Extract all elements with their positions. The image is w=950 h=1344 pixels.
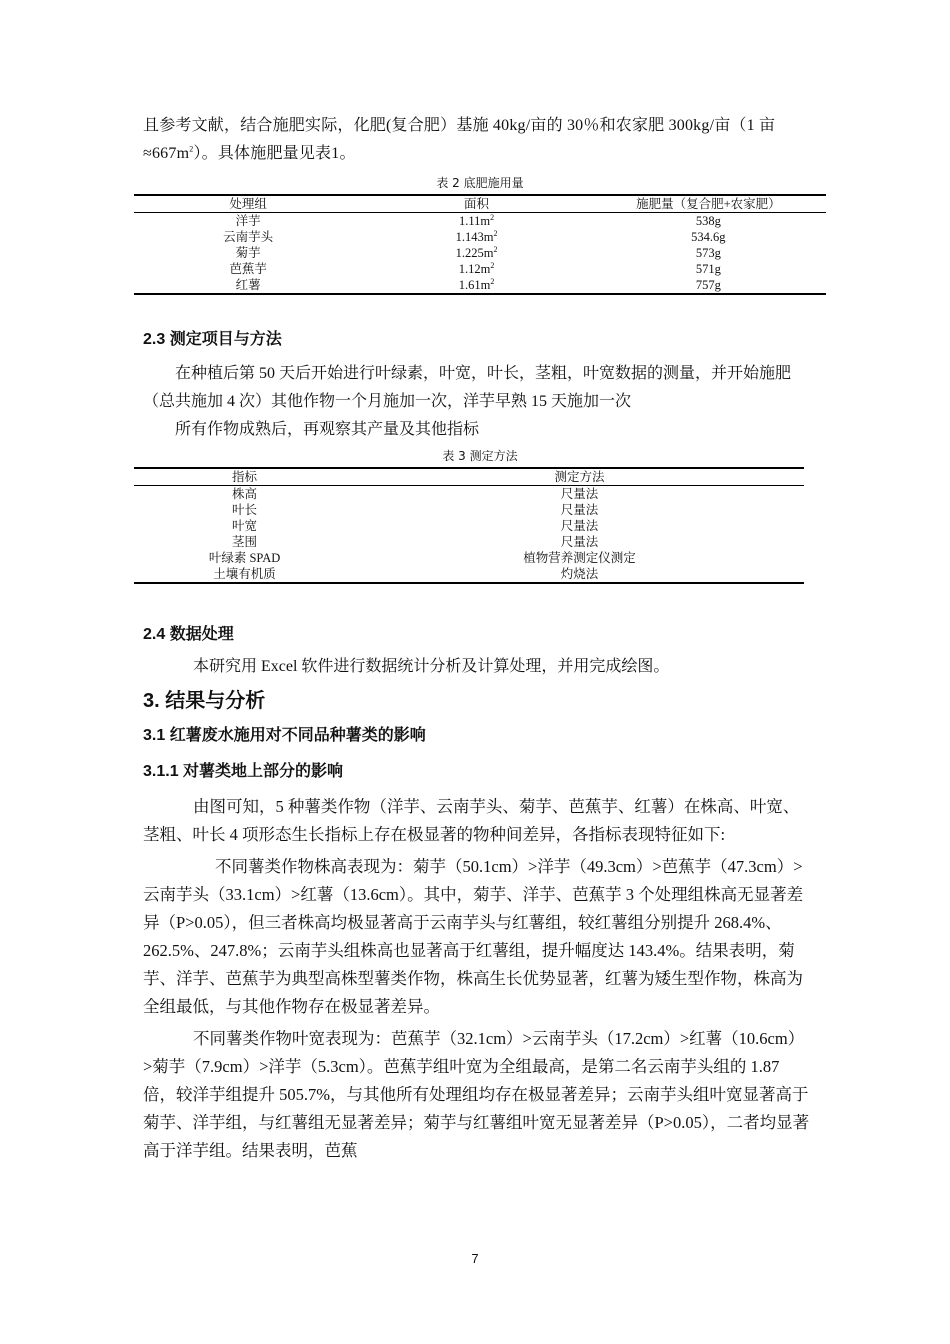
- intro-text-a: 且参考文献，结合施肥实际，化肥(复合肥）基施 40kg/亩的 30％和农家肥 300kg/亩（1 亩≈667m: [143, 117, 776, 162]
- table3-header-index: 指标: [134, 468, 355, 486]
- page-number: 7: [471, 1251, 479, 1266]
- section-3-1-heading: 3.1 红薯废水施用对不同品种薯类的影响: [143, 727, 426, 744]
- section-3-para2: 不同薯类作物株高表现为：菊芋（50.1cm）>洋芋（49.3cm）>芭蕉芋（47.3cm）>云南芋头（33.1cm）>红薯（13.6cm）。其中，菊芋、洋芋、芭蕉芋 3 个处理组株高无显著差异（P>0.05），但三者株高均极显著高于云南芋头与红薯组，较红薯组分别提升 268.4%、262.5%、247.8%；云南芋头组株高也显著高于红薯组，提升幅度达 143.4%。结果表明，菊芋、洋芋、芭蕉芋为典型高株型薯类作物，株高生长优势显著，红薯为矮生型作物，株高为全组最低，与其他作物存在极显著差异。: [143, 857, 804, 1016]
- table3-cell-method: 尺量法: [560, 535, 599, 549]
- table2-header-amount: 施肥量（复合肥+农家肥）: [591, 195, 826, 213]
- table-row: [134, 518, 804, 534]
- table3-cell-index: 叶长: [232, 503, 258, 517]
- table2-cell-amount: 538g: [695, 214, 721, 228]
- table3-cell-index: 叶绿素 SPAD: [208, 551, 281, 565]
- section-3-heading: 3. 结果与分析: [143, 690, 266, 712]
- table3-cell-method: 尺量法: [560, 487, 599, 501]
- table2-cell-group: 红薯: [235, 278, 261, 292]
- table2-cell-group: 菊芋: [235, 246, 261, 260]
- table3-cell-index: 茎围: [232, 535, 258, 549]
- table2-cell-area: $1.11m^2$: [458, 212, 495, 228]
- table-row: [134, 229, 826, 245]
- section-3-para3: 不同薯类作物叶宽表现为：芭蕉芋（32.1cm）>云南芋头（17.2cm）>红薯（10.6cm）>菊芋（7.9cm）>洋芋（5.3cm）。芭蕉芋组叶宽为全组最高，是第二名云南芋头组的 1.87 倍，较洋芋组提升 505.7%，与其他所有处理组均存在极显著差异；云南芋头组叶宽显著高于菊芋、洋芋组，与红薯组无显著差异；菊芋与红薯组叶宽无显著差异（P>0.05），二者均显著高于洋芋组。结果表明，芭蕉: [143, 1029, 810, 1160]
- table2-cell-group: 云南芋头: [223, 230, 274, 244]
- table3: [134, 467, 804, 584]
- table-row: [134, 486, 804, 503]
- table-row: [134, 502, 804, 518]
- table-row: [134, 261, 826, 277]
- section-2-3-para1: 在种植后第 50 天后开始进行叶绿素，叶宽，叶长，茎粗，叶宽数据的测量，并开始施肥（总共施加 4 次）其他作物一个月施加一次，洋芋早熟 15 天施加一次: [143, 365, 792, 410]
- table3-header-row: [134, 468, 804, 486]
- table3-cell-method: 灼烧法: [560, 567, 599, 581]
- table-row: [134, 550, 804, 566]
- table2-header-group: 处理组: [134, 195, 362, 213]
- table2-cell-group: 洋芋: [235, 214, 261, 228]
- section-3-1-1-heading: 3.1.1 对薯类地上部分的影响: [143, 763, 344, 780]
- section-2-3-body: [143, 360, 813, 444]
- section-3-body: [143, 793, 813, 1165]
- table3-cell-method: 尺量法: [560, 503, 599, 517]
- table3-header-method: 测定方法: [355, 468, 804, 486]
- table2-cell-group: 芭蕉芋: [229, 262, 267, 276]
- table2-cell-area: $1.61m^2$: [458, 276, 495, 292]
- section-2-4-heading: 2.4 数据处理: [143, 626, 234, 643]
- intro-sup: 2: [189, 144, 194, 154]
- table3-cell-method: 尺量法: [560, 519, 599, 533]
- table2-cell-area: $1.143m^2$: [455, 228, 498, 244]
- section-2-4-body: [143, 653, 813, 681]
- table2-cell-amount: 534.6g: [691, 230, 726, 244]
- table-row: [134, 534, 804, 550]
- section-2-3-heading: 2.3 测定项目与方法: [143, 331, 282, 348]
- table2-cell-amount: 757g: [695, 278, 721, 292]
- table2-cell-amount: 571g: [695, 262, 721, 276]
- table-row: [134, 277, 826, 294]
- section-2-3-para2: 所有作物成熟后，再观察其产量及其他指标: [175, 421, 480, 438]
- table3-cell-index: 叶宽: [232, 519, 258, 533]
- table2-cell-amount: 573g: [695, 246, 721, 260]
- table3-caption: 表 3 测定方法: [442, 449, 518, 463]
- table-row: [134, 245, 826, 261]
- section-2-4-para: 本研究用 Excel 软件进行数据统计分析及计算处理，并用完成绘图。: [193, 658, 670, 675]
- table2: [134, 194, 826, 295]
- table3-cell-index: 土壤有机质: [213, 567, 276, 581]
- table2-caption: 表 2 底肥施用量: [436, 176, 524, 190]
- intro-text-b: ）。具体施肥量见表1。: [193, 145, 356, 162]
- table2-header-row: [134, 195, 826, 213]
- section-3-para1: 由图可知，5 种薯类作物（洋芋、云南芋头、菊芋、芭蕉芋、红薯）在株高、叶宽、茎粗、叶长 4 项形态生长指标上存在极显著的物种间差异，各指标表现特征如下:: [143, 797, 800, 844]
- table-row: [134, 213, 826, 230]
- table2-cell-area: $1.225m^2$: [455, 244, 498, 260]
- table-row: [134, 566, 804, 583]
- table2-header-area: 面积: [362, 195, 590, 213]
- intro-paragraph: [143, 112, 813, 168]
- table2-cell-area: $1.12m^2$: [458, 260, 495, 276]
- table3-cell-index: 株高: [232, 487, 258, 501]
- table3-cell-method: 植物营养测定仪测定: [523, 551, 636, 565]
